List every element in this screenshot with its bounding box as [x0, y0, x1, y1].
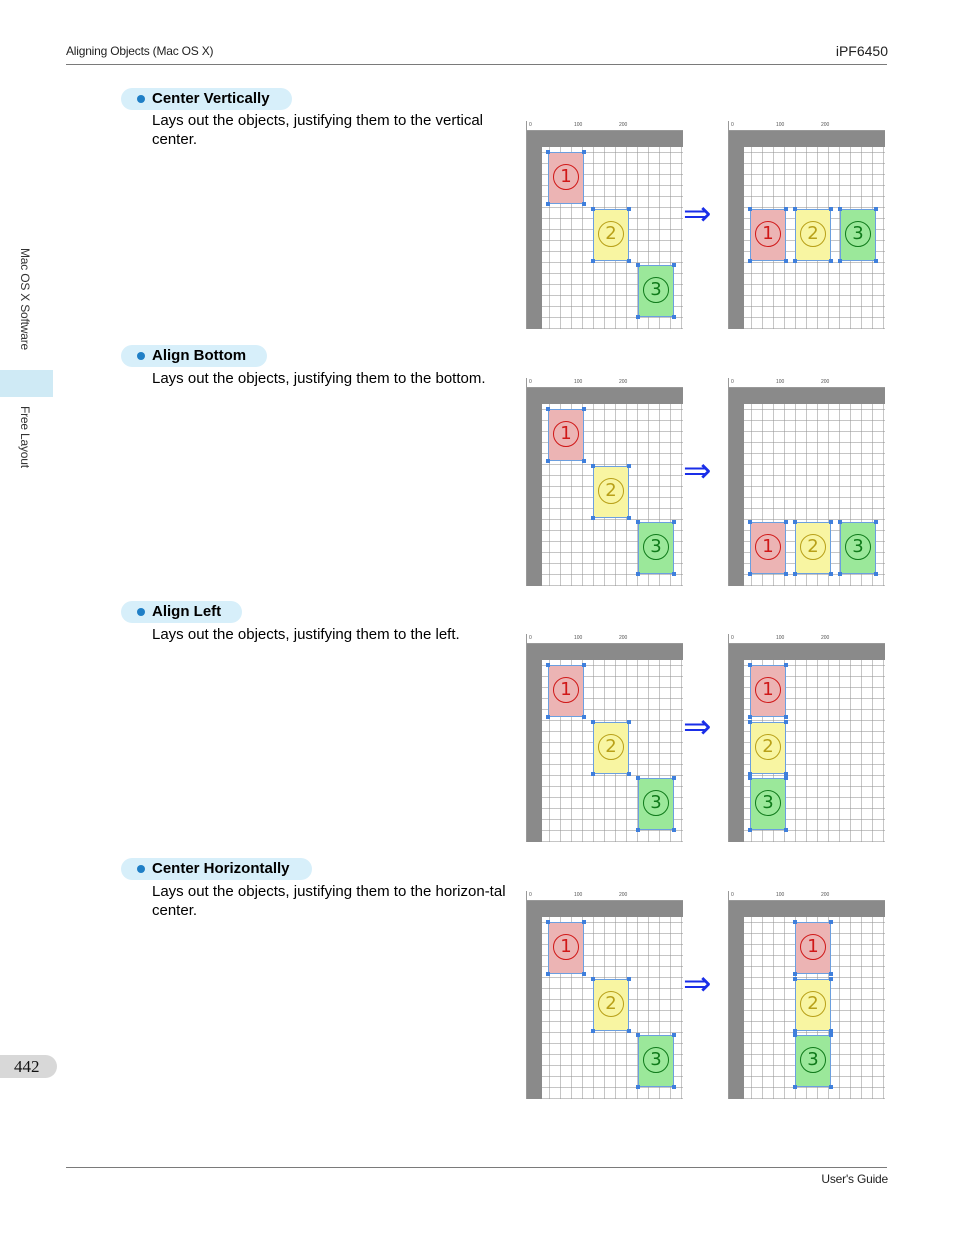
section-title: Center Vertically — [152, 90, 270, 107]
ruler-tick-label: 100 — [574, 892, 583, 898]
section-title-align-bottom — [121, 345, 267, 367]
right-arrow-icon: ⇒ — [683, 451, 712, 491]
panel-bar-h — [729, 388, 885, 404]
layout-object-3 — [840, 522, 876, 574]
section-title: Align Left — [152, 603, 222, 620]
selection-handle — [672, 315, 676, 319]
page-number-badge — [0, 1055, 57, 1078]
after-layout-panel — [719, 378, 885, 586]
layout-object-3 — [638, 778, 674, 830]
object-number-circle: 2 — [598, 478, 624, 504]
selection-handle — [546, 715, 550, 719]
layout-object-1 — [548, 665, 584, 717]
panel-ruler-top — [719, 634, 885, 644]
selection-handle — [627, 720, 631, 724]
selection-handle — [829, 207, 833, 211]
panel-ruler-top — [517, 378, 683, 388]
layout-object-1 — [548, 922, 584, 974]
selection-handle — [829, 259, 833, 263]
object-number-circle: 1 — [553, 164, 579, 190]
selection-handle — [582, 202, 586, 206]
panel-ruler-left — [517, 378, 527, 586]
ruler-tick-label: 100 — [776, 122, 785, 128]
panel-ruler-left — [517, 121, 527, 329]
panel-bar-v — [729, 388, 744, 586]
footer-rule — [66, 1167, 887, 1168]
layout-object-1 — [750, 209, 786, 261]
selection-handle — [784, 207, 788, 211]
object-number-circle: 1 — [755, 534, 781, 560]
selection-handle — [874, 259, 878, 263]
selection-handle — [748, 572, 752, 576]
section-title-align-left — [121, 601, 242, 623]
panel-ruler-top — [517, 121, 683, 131]
after-layout-panel — [719, 891, 885, 1099]
layout-object-1 — [548, 152, 584, 204]
selection-handle — [874, 520, 878, 524]
selection-handle — [546, 150, 550, 154]
ruler-tick-label: 0 — [731, 122, 734, 128]
selection-handle — [672, 520, 676, 524]
panel-bar-v — [527, 388, 542, 586]
object-number-circle: 2 — [598, 221, 624, 247]
selection-handle — [829, 1085, 833, 1089]
selection-handle — [793, 572, 797, 576]
selection-handle — [829, 572, 833, 576]
selection-handle — [627, 259, 631, 263]
right-arrow-icon: ⇒ — [683, 194, 712, 234]
panel-bar-v — [729, 901, 744, 1099]
object-number-circle: 3 — [800, 1047, 826, 1073]
panel-ruler-top — [719, 378, 885, 388]
panel-bar-h — [527, 901, 683, 917]
selection-handle — [546, 459, 550, 463]
panel-bar-v — [729, 131, 744, 329]
bullet-icon — [137, 95, 145, 103]
selection-handle — [784, 828, 788, 832]
section-title-center-horizontally — [121, 858, 312, 880]
selection-handle — [793, 920, 797, 924]
ruler-tick-label: 0 — [529, 379, 532, 385]
selection-handle — [582, 920, 586, 924]
panel-bar-h — [729, 131, 885, 147]
selection-handle — [591, 977, 595, 981]
ruler-tick-label: 200 — [619, 892, 628, 898]
layout-object-3 — [750, 778, 786, 830]
ruler-tick-label: 0 — [731, 892, 734, 898]
selection-handle — [748, 520, 752, 524]
selection-handle — [829, 1033, 833, 1037]
selection-handle — [672, 776, 676, 780]
layout-object-2 — [593, 209, 629, 261]
ruler-tick-label: 200 — [821, 379, 830, 385]
selection-handle — [636, 520, 640, 524]
layout-object-3 — [638, 1035, 674, 1087]
selection-handle — [672, 1085, 676, 1089]
ruler-tick-label: 100 — [574, 379, 583, 385]
ruler-tick-label: 200 — [619, 635, 628, 641]
selection-handle — [793, 520, 797, 524]
object-number-circle: 3 — [755, 790, 781, 816]
selection-handle — [672, 263, 676, 267]
selection-handle — [582, 715, 586, 719]
selection-handle — [672, 828, 676, 832]
before-layout-panel — [517, 121, 683, 329]
selection-handle — [838, 207, 842, 211]
selection-handle — [838, 259, 842, 263]
panel-ruler-top — [517, 891, 683, 901]
ruler-tick-label: 0 — [731, 635, 734, 641]
layout-object-1 — [750, 665, 786, 717]
object-number-circle: 3 — [643, 1047, 669, 1073]
selection-handle — [784, 520, 788, 524]
section-description: Lays out the objects, justifying them to the vertical center. — [152, 112, 484, 148]
selection-handle — [546, 407, 550, 411]
running-footer-right: User's Guide — [821, 1172, 888, 1186]
selection-handle — [748, 776, 752, 780]
side-tab-highlight — [0, 370, 53, 397]
selection-handle — [582, 407, 586, 411]
object-number-circle: 2 — [598, 734, 624, 760]
panel-ruler-top — [517, 634, 683, 644]
panel-ruler-left — [517, 634, 527, 842]
panel-ruler-top — [719, 121, 885, 131]
selection-handle — [829, 977, 833, 981]
selection-handle — [748, 207, 752, 211]
object-number-circle: 1 — [755, 677, 781, 703]
bullet-icon — [137, 352, 145, 360]
object-number-circle: 1 — [553, 677, 579, 703]
selection-handle — [874, 207, 878, 211]
selection-handle — [784, 776, 788, 780]
section-title: Align Bottom — [152, 347, 247, 364]
ruler-tick-label: 100 — [776, 892, 785, 898]
selection-handle — [793, 972, 797, 976]
after-layout-panel — [719, 634, 885, 842]
selection-handle — [784, 572, 788, 576]
selection-handle — [829, 972, 833, 976]
selection-handle — [838, 572, 842, 576]
selection-handle — [748, 259, 752, 263]
selection-handle — [672, 572, 676, 576]
layout-object-3 — [840, 209, 876, 261]
object-number-circle: 2 — [800, 991, 826, 1017]
panel-bar-h — [729, 901, 885, 917]
selection-handle — [636, 776, 640, 780]
selection-handle — [748, 663, 752, 667]
panel-bar-v — [729, 644, 744, 842]
object-number-circle: 2 — [800, 534, 826, 560]
selection-handle — [672, 1033, 676, 1037]
side-tab-free-layout: Free Layout — [18, 406, 32, 468]
selection-handle — [591, 1029, 595, 1033]
selection-handle — [636, 263, 640, 267]
selection-handle — [591, 464, 595, 468]
selection-handle — [582, 459, 586, 463]
selection-handle — [627, 464, 631, 468]
selection-handle — [636, 315, 640, 319]
selection-handle — [793, 1085, 797, 1089]
running-header-right: iPF6450 — [835, 43, 888, 59]
selection-handle — [627, 207, 631, 211]
selection-handle — [546, 663, 550, 667]
selection-handle — [748, 715, 752, 719]
selection-handle — [748, 720, 752, 724]
panel-bar-h — [527, 131, 683, 147]
panel-bar-v — [527, 901, 542, 1099]
object-number-circle: 1 — [553, 421, 579, 447]
selection-handle — [636, 828, 640, 832]
section-title-center-vertically — [121, 88, 292, 110]
layout-object-1 — [750, 522, 786, 574]
selection-handle — [582, 150, 586, 154]
page-number: 442 — [14, 1057, 40, 1076]
object-number-circle: 1 — [553, 934, 579, 960]
selection-handle — [627, 772, 631, 776]
layout-object-3 — [638, 265, 674, 317]
selection-handle — [793, 207, 797, 211]
object-number-circle: 2 — [598, 991, 624, 1017]
object-number-circle: 3 — [845, 534, 871, 560]
object-number-circle: 3 — [845, 221, 871, 247]
layout-object-3 — [638, 522, 674, 574]
panel-bar-v — [527, 131, 542, 329]
ruler-tick-label: 200 — [821, 892, 830, 898]
panel-bar-h — [729, 644, 885, 660]
object-number-circle: 3 — [643, 534, 669, 560]
layout-object-2 — [750, 722, 786, 774]
before-layout-panel — [517, 634, 683, 842]
panel-ruler-top — [719, 891, 885, 901]
selection-handle — [636, 1085, 640, 1089]
selection-handle — [793, 977, 797, 981]
before-layout-panel — [517, 891, 683, 1099]
layout-object-1 — [548, 409, 584, 461]
object-number-circle: 1 — [800, 934, 826, 960]
right-arrow-icon: ⇒ — [683, 707, 712, 747]
selection-handle — [546, 202, 550, 206]
object-number-circle: 2 — [800, 221, 826, 247]
selection-handle — [591, 207, 595, 211]
ruler-tick-label: 0 — [529, 122, 532, 128]
selection-handle — [627, 1029, 631, 1033]
running-header-left: Aligning Objects (Mac OS X) — [66, 44, 214, 58]
selection-handle — [838, 520, 842, 524]
ruler-tick-label: 200 — [619, 379, 628, 385]
selection-handle — [546, 920, 550, 924]
bullet-icon — [137, 608, 145, 616]
layout-object-2 — [593, 979, 629, 1031]
after-layout-panel — [719, 121, 885, 329]
header-rule — [66, 64, 887, 65]
selection-handle — [591, 259, 595, 263]
bullet-icon — [137, 865, 145, 873]
selection-handle — [784, 720, 788, 724]
section-description: Lays out the objects, justifying them to the bottom. — [152, 370, 486, 387]
object-number-circle: 3 — [643, 277, 669, 303]
ruler-tick-label: 100 — [574, 635, 583, 641]
layout-object-3 — [795, 1035, 831, 1087]
selection-handle — [793, 1033, 797, 1037]
layout-object-2 — [593, 722, 629, 774]
before-layout-panel — [517, 378, 683, 586]
selection-handle — [748, 828, 752, 832]
ruler-tick-label: 200 — [821, 635, 830, 641]
side-tab-mac-os-x-software: Mac OS X Software — [18, 248, 32, 350]
ruler-tick-label: 100 — [776, 635, 785, 641]
selection-handle — [636, 1033, 640, 1037]
ruler-tick-label: 0 — [529, 892, 532, 898]
selection-handle — [784, 259, 788, 263]
panel-ruler-left — [517, 891, 527, 1099]
layout-object-2 — [795, 979, 831, 1031]
selection-handle — [582, 663, 586, 667]
selection-handle — [636, 572, 640, 576]
selection-handle — [793, 259, 797, 263]
panel-bar-h — [527, 388, 683, 404]
section-title: Center Horizontally — [152, 860, 290, 877]
object-number-circle: 3 — [643, 790, 669, 816]
layout-object-2 — [593, 466, 629, 518]
selection-handle — [627, 516, 631, 520]
object-number-circle: 2 — [755, 734, 781, 760]
section-description: Lays out the objects, justifying them to the horizon-tal center. — [152, 883, 506, 919]
selection-handle — [829, 520, 833, 524]
ruler-tick-label: 100 — [776, 379, 785, 385]
panel-bar-v — [527, 644, 542, 842]
ruler-tick-label: 200 — [821, 122, 830, 128]
selection-handle — [784, 715, 788, 719]
selection-handle — [591, 516, 595, 520]
ruler-tick-label: 100 — [574, 122, 583, 128]
selection-handle — [582, 972, 586, 976]
selection-handle — [627, 977, 631, 981]
right-arrow-icon: ⇒ — [683, 964, 712, 1004]
layout-object-2 — [795, 209, 831, 261]
ruler-tick-label: 200 — [619, 122, 628, 128]
layout-object-2 — [795, 522, 831, 574]
section-description: Lays out the objects, justifying them to the left. — [152, 626, 460, 643]
panel-bar-h — [527, 644, 683, 660]
ruler-tick-label: 0 — [529, 635, 532, 641]
selection-handle — [874, 572, 878, 576]
selection-handle — [546, 972, 550, 976]
ruler-tick-label: 0 — [731, 379, 734, 385]
layout-object-1 — [795, 922, 831, 974]
selection-handle — [591, 772, 595, 776]
selection-handle — [591, 720, 595, 724]
selection-handle — [784, 663, 788, 667]
object-number-circle: 1 — [755, 221, 781, 247]
selection-handle — [829, 920, 833, 924]
